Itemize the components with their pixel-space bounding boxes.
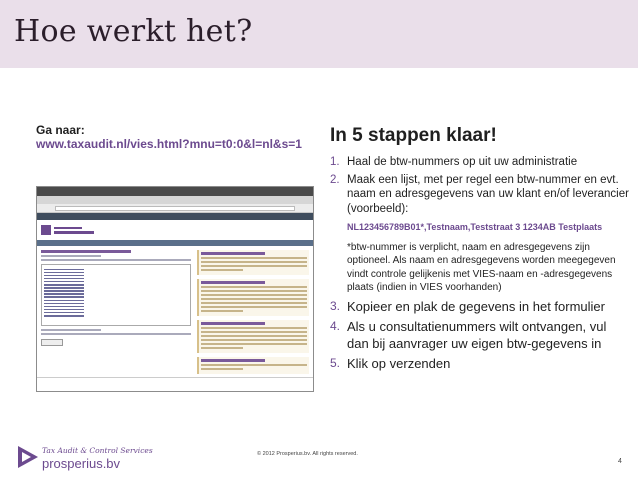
site-content [37,246,313,382]
prosperius-logo-icon [18,446,38,468]
copyright-text: © 2012 Prosperius.bv. All rights reserved. [257,451,358,457]
step-item [330,155,630,170]
step-number: 1. [330,156,340,168]
site-logo-icon [41,225,51,235]
info-column [197,250,309,378]
footer-logo [18,446,153,471]
step-number: 5. [330,355,341,370]
goto-url-link[interactable]: www.taxaudit.nl/vies.html?mnu=t0:0&l=nl&s=1 [36,137,302,151]
logo-name: prosperius.bv [42,456,121,471]
browser-urlbar [37,204,313,213]
note-text: *btw-nummer is verplicht, naam en adresgegevens zijn optioneel. Als naam en adresgegevens worden meegegeven vindt controle gelijkenis met VIES-naam en -adresgegevens plaats (indien in VIES voorhanden) [347,241,616,293]
step-text: Haal de btw-nummers op uit uw administratie [347,156,578,168]
logo-tagline: Tax Audit & Control Services [42,446,153,455]
goto-label: Ga naar: [36,123,85,137]
step-text: Maak een lijst, met per regel een btw-nummer en evt. naam en adresgegevens van uw klant en/of leverancier (voorbeeld): [347,173,629,215]
vat-textarea [41,264,191,326]
browser-tabbar [37,196,313,204]
browser-screenshot [36,186,314,392]
steps-title: In 5 stappen klaar! [330,125,497,146]
page-number: 4 [618,458,622,465]
step-text: Als u consultatienummers wilt ontvangen, vul dan bij aanvrager uw eigen btw-gegevens in [347,318,607,351]
form-column [41,250,191,378]
example-line: NL123456789B01*,Testnaam,Teststraat 3 1234AB Testplaats [347,222,603,232]
step-number: 2. [330,173,340,186]
site-logo-area [37,220,313,240]
step-number: 3. [330,298,341,313]
site-footer [37,377,313,391]
step-item [330,298,630,315]
browser-titlebar [37,187,313,196]
slide-title: Hoe werkt het? [14,14,253,49]
step-item [330,355,630,372]
site-menubar [37,213,313,220]
step-item [330,318,630,352]
steps-list [330,155,630,375]
submit-button-thumbnail [41,339,63,346]
step-number: 4. [330,318,341,333]
step-item [330,173,630,217]
step-text: Klik op verzenden [347,355,451,371]
step-text: Kopieer en plak de gegevens in het formulier [347,298,605,314]
